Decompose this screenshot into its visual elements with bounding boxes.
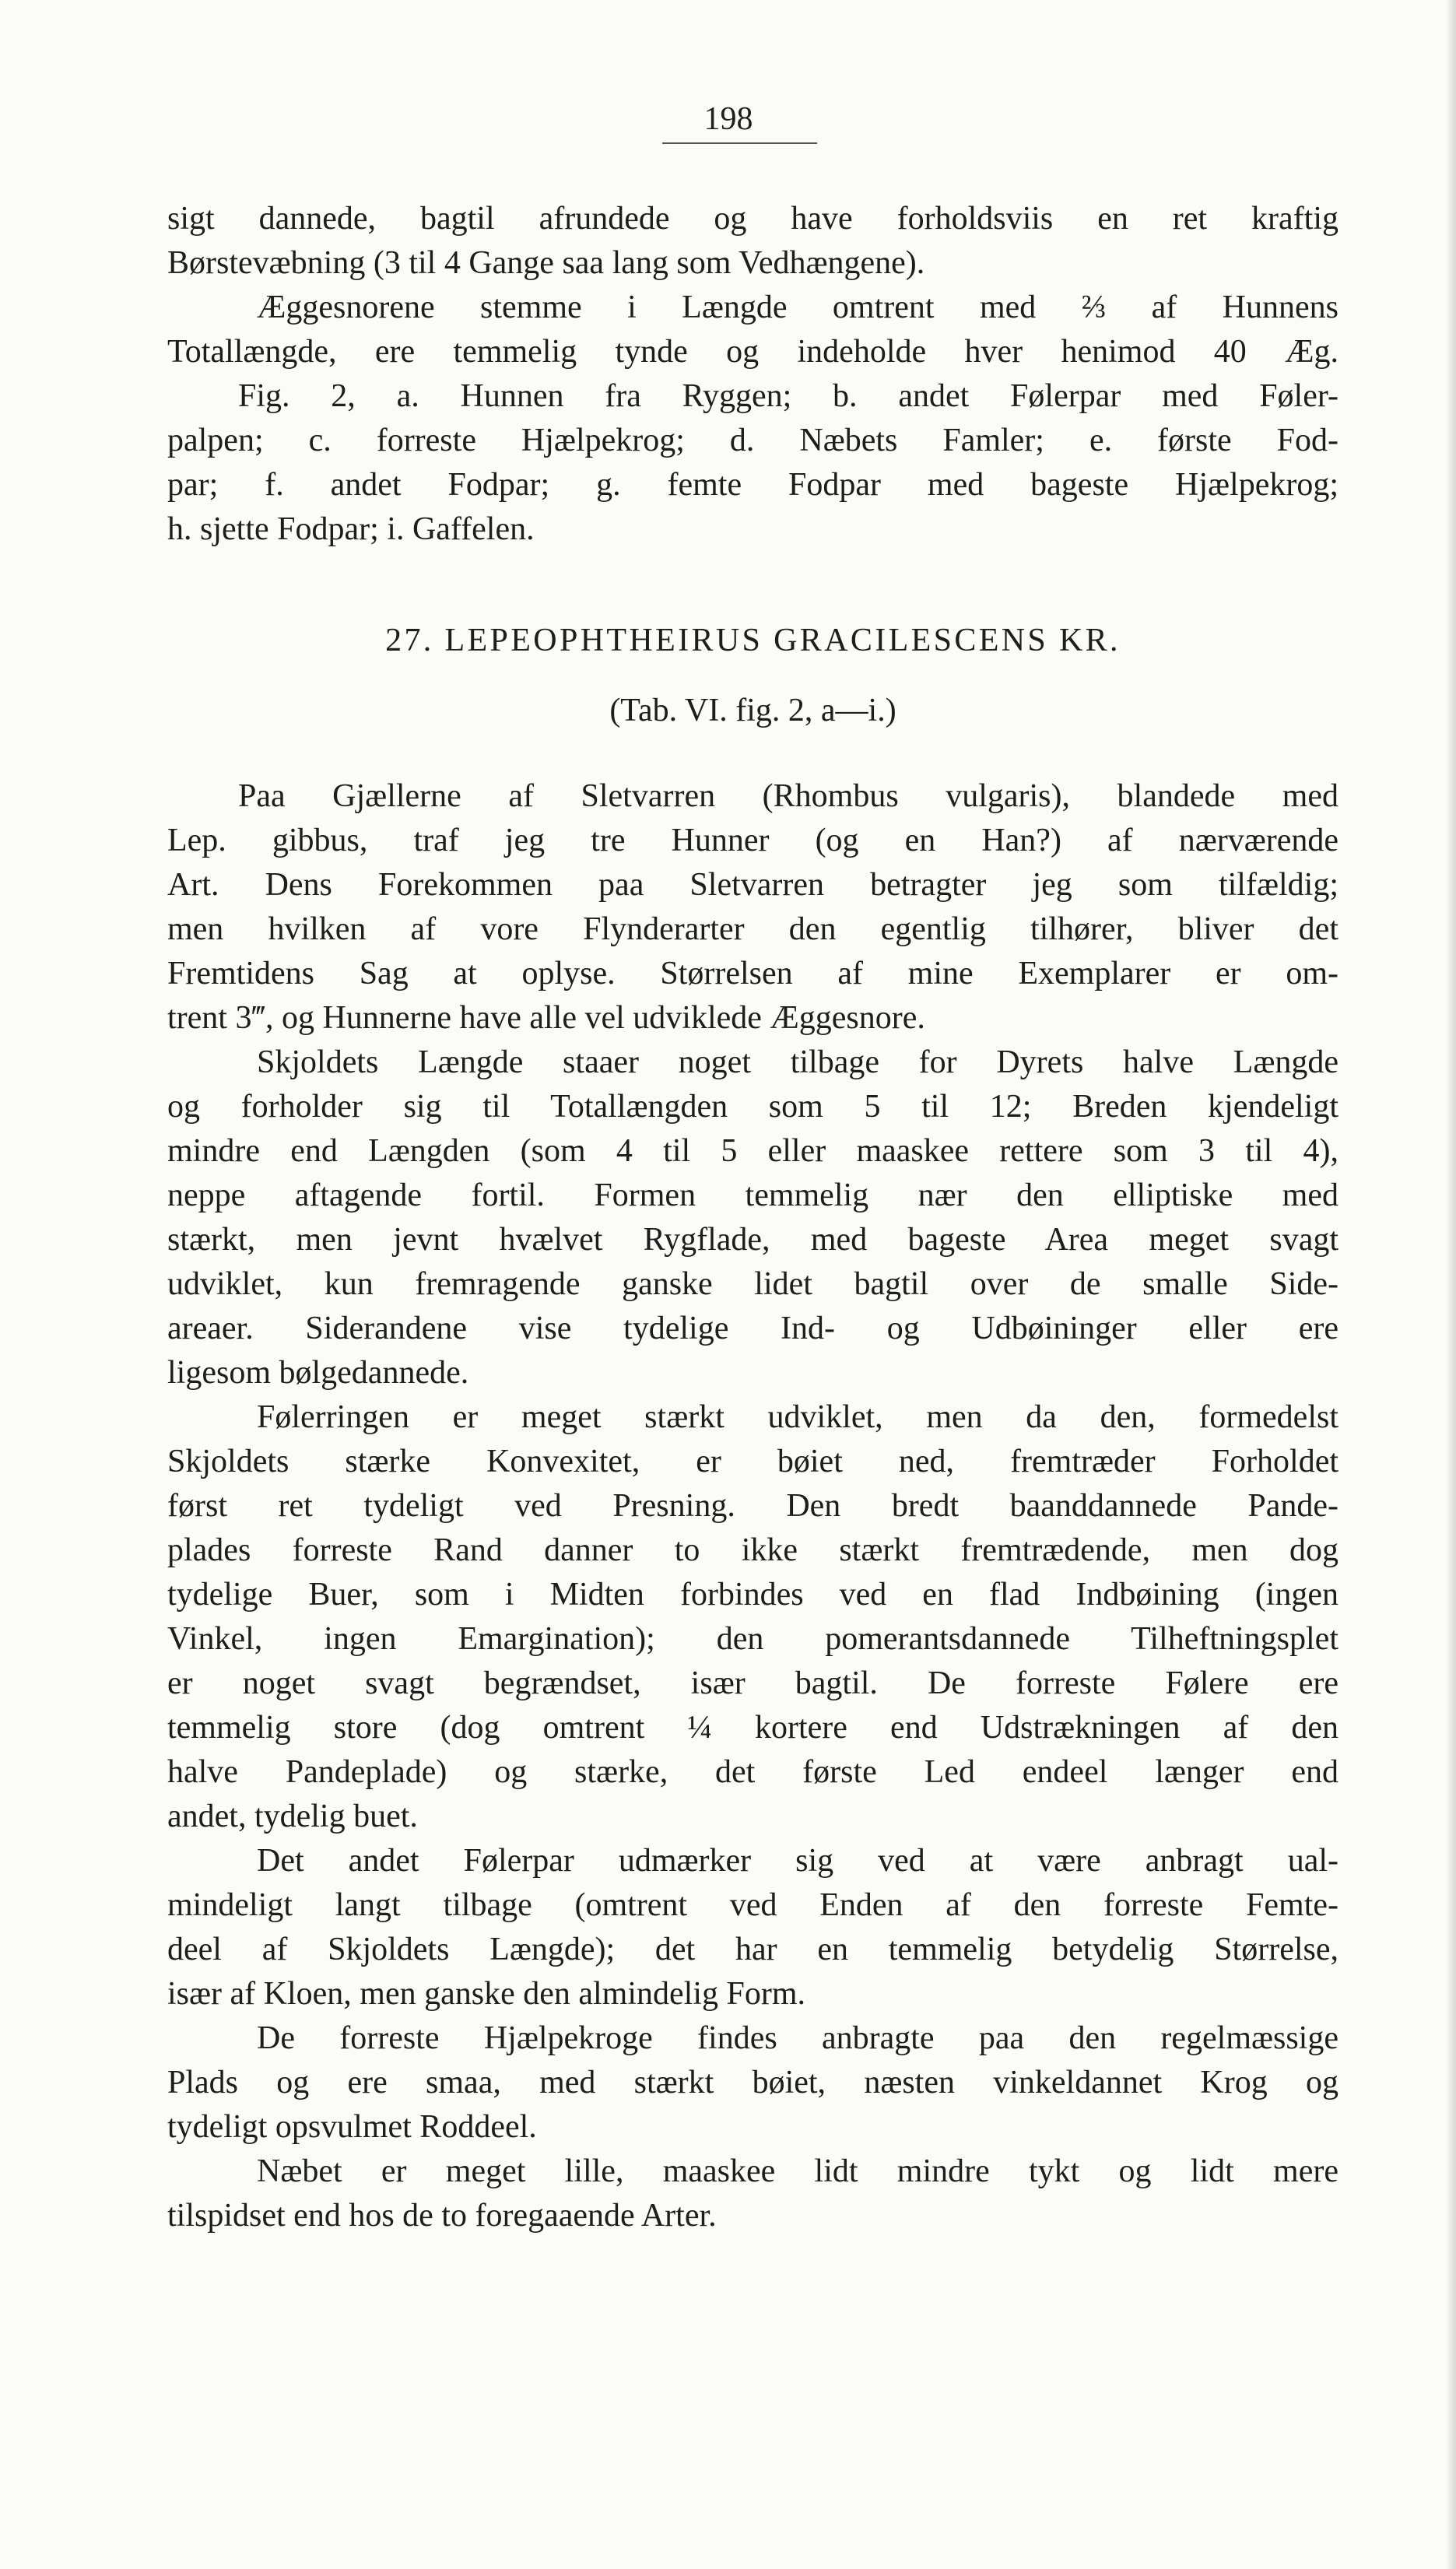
page-edge-shadow bbox=[1446, 0, 1456, 2569]
text-line: men hvilken af vore Flynderarter den egentlig tilhører, bliver det bbox=[167, 911, 1338, 947]
text-line: Lep. gibbus, traf jeg tre Hunner (og en Han?) af nærværende bbox=[167, 823, 1338, 858]
text-line: Næbet er meget lille, maaskee lidt mindre tykt og lidt mere bbox=[257, 2153, 1338, 2189]
text-line: Skjoldets stærke Konvexitet, er bøiet ned, fremtræder Forholdet bbox=[167, 1444, 1338, 1479]
text-line: Art. Dens Forekommen paa Sletvarren betragter jeg som tilfældig; bbox=[167, 867, 1338, 903]
text-line: Paa Gjællerne af Sletvarren (Rhombus vulgaris), blandede med bbox=[238, 778, 1338, 814]
text-line: og forholder sig til Totallængden som 5 til 12; Breden kjendeligt bbox=[167, 1089, 1338, 1125]
section-heading: 27. LEPEOPHTHEIRUS GRACILESCENS KR. bbox=[385, 623, 1121, 658]
text-line: Vinkel, ingen Emargination); den pomerantsdannede Tilheftningsplet bbox=[167, 1621, 1338, 1657]
text-line: trent 3‴, og Hunnerne have alle vel udviklede Æggesnore. bbox=[167, 1000, 925, 1036]
text-line: tydeligt opsvulmet Roddeel. bbox=[167, 2109, 537, 2145]
text-line: De forreste Hjælpekroge findes anbragte paa den regelmæssige bbox=[257, 2020, 1338, 2056]
text-line: tydelige Buer, som i Midten forbindes ved en flad Indbøining (ingen bbox=[167, 1577, 1338, 1613]
text-line: temmelig store (dog omtrent ¼ kortere end Udstrækningen af den bbox=[167, 1710, 1338, 1746]
text-line: deel af Skjoldets Længde); det har en temmelig betydelig Størrelse, bbox=[167, 1932, 1338, 1967]
text-line: sigt dannede, bagtil afrundede og have forholdsviis en ret kraftig bbox=[167, 201, 1338, 237]
text-line: Det andet Følerpar udmærker sig ved at være anbragt ual- bbox=[257, 1843, 1338, 1879]
text-line: mindeligt langt tilbage (omtrent ved Enden af den forreste Femte- bbox=[167, 1887, 1338, 1923]
text-line: især af Kloen, men ganske den almindelig Form. bbox=[167, 1976, 806, 2012]
text-line: Fig. 2, a. Hunnen fra Ryggen; b. andet Følerpar med Føler- bbox=[238, 378, 1338, 414]
text-line: udviklet, kun fremragende ganske lidet bagtil over de smalle Side- bbox=[167, 1266, 1338, 1302]
text-line: mindre end Længden (som 4 til 5 eller maaskee rettere som 3 til 4), bbox=[167, 1133, 1338, 1169]
text-line: Plads og ere smaa, med stærkt bøiet, næsten vinkeldannet Krog og bbox=[167, 2065, 1338, 2100]
text-line: ligesom bølgedannede. bbox=[167, 1355, 469, 1391]
text-line: Totallængde, ere temmelig tynde og indeholde hver henimod 40 Æg. bbox=[167, 334, 1338, 370]
text-line: først ret tydeligt ved Presning. Den bredt baanddannede Pande- bbox=[167, 1488, 1338, 1524]
text-line: palpen; c. forreste Hjælpekrog; d. Næbets Famler; e. første Fod- bbox=[167, 423, 1338, 458]
text-line: er noget svagt begrændset, især bagtil. De forreste Følere ere bbox=[167, 1665, 1338, 1701]
text-line: h. sjette Fodpar; i. Gaffelen. bbox=[167, 511, 535, 547]
text-line: plades forreste Rand danner to ikke stærkt fremtrædende, men dog bbox=[167, 1532, 1338, 1568]
text-line: par; f. andet Fodpar; g. femte Fodpar med bageste Hjælpekrog; bbox=[167, 467, 1338, 503]
text-line: Skjoldets Længde staaer noget tilbage for Dyrets halve Længde bbox=[257, 1044, 1338, 1080]
text-line: Fremtidens Sag at oplyse. Størrelsen af mine Exemplarer er om- bbox=[167, 956, 1338, 991]
text-line: stærkt, men jevnt hvælvet Rygflade, med bageste Area meget svagt bbox=[167, 1222, 1338, 1258]
text-line: tilspidset end hos de to foregaaende Arter. bbox=[167, 2198, 717, 2234]
page-number: 198 bbox=[703, 101, 753, 137]
text-line: neppe aftagende fortil. Formen temmelig nær den elliptiske med bbox=[167, 1177, 1338, 1213]
page-number-rule bbox=[662, 142, 817, 144]
text-line: Æggesnorene stemme i Længde omtrent med ⅔ af Hunnens bbox=[257, 290, 1338, 325]
text-line: Børstevæbning (3 til 4 Gange saa lang som Vedhængene). bbox=[167, 245, 925, 281]
text-line: halve Pandeplade) og stærke, det første Led endeel længer end bbox=[167, 1754, 1338, 1790]
text-line: andet, tydelig buet. bbox=[167, 1799, 418, 1834]
text-line: Følerringen er meget stærkt udviklet, men da den, formedelst bbox=[257, 1399, 1338, 1435]
section-reference: (Tab. VI. fig. 2, a—i.) bbox=[609, 693, 896, 728]
text-line: areaer. Siderandene vise tydelige Ind- og Udbøininger eller ere bbox=[167, 1311, 1338, 1346]
